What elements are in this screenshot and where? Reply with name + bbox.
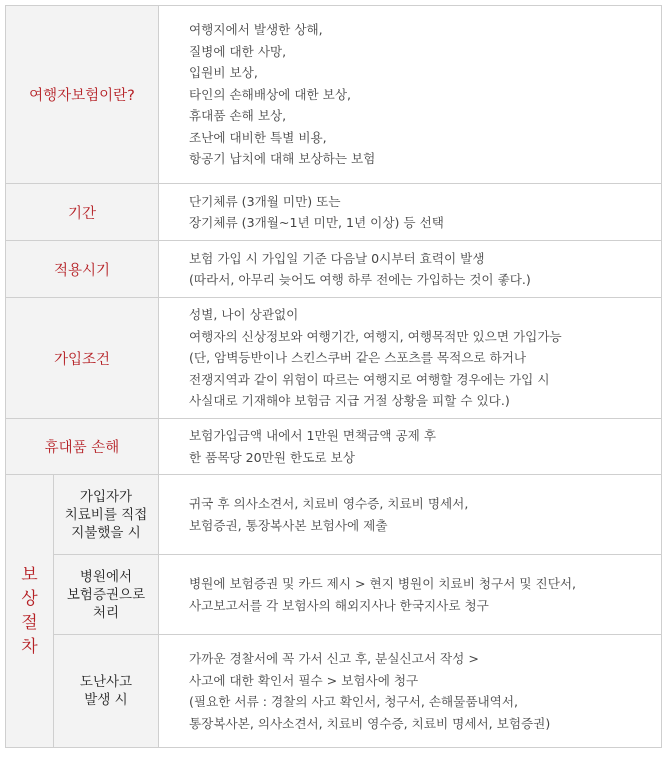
content-line: 한 품목당 20만원 한도로 보상 xyxy=(189,449,355,465)
procedure-content xyxy=(159,475,662,555)
content-line: 조난에 대비한 특별 비용, xyxy=(189,129,327,145)
row-period xyxy=(6,184,662,241)
content-line: 보험 가입 시 가입일 기준 다음날 0시부터 효력이 발생 xyxy=(189,250,485,266)
row-content xyxy=(159,241,662,298)
content-line: 병원에 보험증권 및 카드 제시 > 현지 병원이 치료비 청구서 및 진단서, xyxy=(189,576,577,591)
content-line: 장기체류 (3개월~1년 미만, 1년 이상) 등 선택 xyxy=(189,215,444,230)
procedure-label xyxy=(54,635,159,748)
content-line: 입원비 보상, xyxy=(189,65,258,81)
row-comp-hospital xyxy=(6,555,662,635)
section-label-char: 상 xyxy=(21,589,38,609)
content-line: 사고에 대한 확인서 필수 > 보험사에 청구 xyxy=(189,672,419,688)
procedure-label-line: 치료비를 직접 xyxy=(64,506,148,523)
row-content xyxy=(159,419,662,475)
procedure-content xyxy=(159,555,662,635)
row-comp-theft xyxy=(6,635,662,748)
procedure-label-line: 보험증권으로 xyxy=(66,586,146,603)
row-header: 휴대품 손해 xyxy=(6,419,159,475)
row-header: 기간 xyxy=(6,184,159,241)
procedure-label xyxy=(54,555,159,635)
row-comp-direct-payment xyxy=(6,475,662,555)
content-line: 여행지에서 발생한 상해, xyxy=(189,22,323,38)
section-label-char: 보 xyxy=(21,565,38,585)
procedure-label-line: 도난사고 xyxy=(79,674,133,690)
row-baggage-loss xyxy=(6,419,662,475)
content-line: (단, 암벽등반이나 스킨스쿠버 같은 스포츠를 목적으로 하거나 xyxy=(189,350,527,366)
content-line: 여행자의 신상정보와 여행기간, 여행지, 여행목적만 있으면 가입가능 xyxy=(189,328,562,344)
row-header: 가입조건 xyxy=(6,298,159,419)
row-content xyxy=(159,6,662,184)
content-line: 사실대로 기재해야 보험금 지급 거절 상황을 피할 수 있다.) xyxy=(189,393,510,409)
content-line: 귀국 후 의사소견서, 치료비 영수증, 치료비 명세서, xyxy=(189,496,469,511)
content-line: 휴대품 손해 보상, xyxy=(189,108,287,124)
content-line: (따라서, 아무리 늦어도 여행 하루 전에는 가입하는 것이 좋다.) xyxy=(189,272,531,287)
section-label-char: 절 xyxy=(21,613,38,633)
content-line: 성별, 나이 상관없이 xyxy=(189,307,299,323)
procedure-label xyxy=(54,475,159,555)
section-label-char: 차 xyxy=(21,637,38,657)
row-header: 여행자보험이란? xyxy=(6,6,159,184)
procedure-label-line: 가입자가 xyxy=(79,488,133,505)
row-content xyxy=(159,184,662,241)
travel-insurance-table xyxy=(5,5,662,748)
content-line: 통장복사본, 의사소견서, 치료비 영수증, 치료비 명세서, 보험증권) xyxy=(189,715,551,731)
content-line: 단기체류 (3개월 미만) 또는 xyxy=(189,193,341,209)
compensation-section-label xyxy=(6,475,54,748)
row-conditions xyxy=(6,298,662,419)
procedure-label-line: 처리 xyxy=(92,604,120,621)
content-line: (필요한 서류 : 경찰의 사고 확인서, 청구서, 손해물품내역서, xyxy=(189,694,518,709)
content-line: 전쟁지역과 같이 위험이 따르는 여행지로 여행할 경우에는 가입 시 xyxy=(189,371,550,387)
procedure-content xyxy=(159,635,662,748)
row-effective-time xyxy=(6,241,662,298)
content-line: 질병에 대한 사망, xyxy=(189,43,287,59)
content-line: 가까운 경찰서에 꼭 가서 신고 후, 분실신고서 작성 > xyxy=(189,651,479,666)
procedure-label-line: 병원에서 xyxy=(79,568,133,585)
row-content xyxy=(159,298,662,419)
content-line: 보험증권, 통장복사본 보험사에 제출 xyxy=(189,517,388,533)
row-header: 적용시기 xyxy=(6,241,159,298)
content-line: 사고보고서를 각 보험사의 해외지사나 한국지사로 청구 xyxy=(189,597,489,613)
procedure-label-line: 발생 시 xyxy=(84,692,128,708)
row-definition xyxy=(6,6,662,184)
content-line: 항공기 납치에 대해 보상하는 보험 xyxy=(189,151,376,167)
content-line: 타인의 손해배상에 대한 보상, xyxy=(189,86,351,102)
content-line: 보험가입금액 내에서 1만원 면책금액 공제 후 xyxy=(189,428,437,443)
procedure-label-line: 지불했을 시 xyxy=(71,524,141,541)
